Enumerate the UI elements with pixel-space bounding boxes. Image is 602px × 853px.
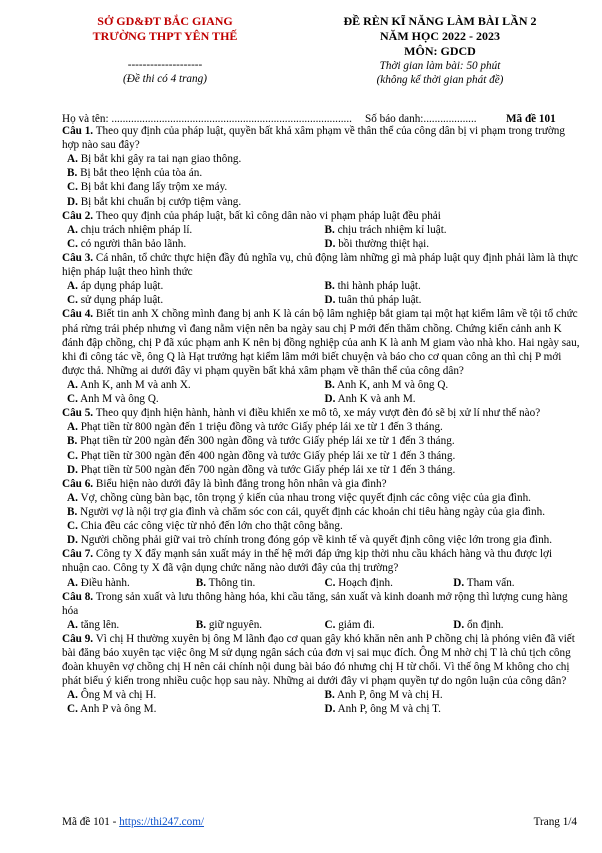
- option-row: [62, 293, 582, 307]
- option-c: [67, 392, 325, 406]
- option-letter: B.: [195, 576, 207, 589]
- option-text: Vợ, chồng cùng bàn bạc, tôn trọng ý kiến của nhau trong việc quyết định các công việc của gia đình.: [80, 491, 531, 504]
- option-row: [62, 688, 582, 702]
- option-text: sử dụng pháp luật.: [80, 294, 164, 307]
- option-text: Anh K và anh M.: [337, 393, 416, 406]
- question-text: Cá nhân, tổ chức thực hiện đầy đủ nghĩa vụ, chủ động làm những gì mà pháp luật quy định phải làm là thực hiện pháp luật theo hình thức: [62, 251, 578, 279]
- option-row: [62, 279, 582, 293]
- question-5: [62, 406, 582, 420]
- option-text: thi hành pháp luật.: [337, 280, 421, 293]
- option-letter: A.: [67, 689, 78, 702]
- left-header: [70, 14, 260, 86]
- option-letter: A.: [67, 280, 78, 293]
- footer-code-prefix: Mã đề 101 -: [62, 816, 120, 828]
- option-text: có người thân bảo lãnh.: [80, 237, 187, 250]
- option-text: áp dụng pháp luật.: [80, 280, 164, 293]
- option-d: [62, 463, 582, 477]
- option-text: Anh P, ông M và chị T.: [337, 703, 441, 716]
- question-number: Câu 9.: [62, 632, 94, 645]
- option-letter: D.: [67, 463, 78, 476]
- question-text: Vì chị H thường xuyên bị ông M lãnh đạo cơ quan gây khó khăn nên anh P chồng chị là phóng viên đã viết bài đăng báo xuyên tạc việc ông M sử dụng ngân sách của đơn vị sai mục đích. Ông M nhờ chị T là chủ tịch công đoàn khuyên vợ chồng chị H nên cải chính nội dung bài báo đó nhưng chị H từ chối. Vì thế ông M không cho chị phát biểu ý kiến trong nhiều cuộc họp sau này. Những ai dưới đây vi phạm quyền tự do ngôn luận của công dân?: [62, 632, 575, 688]
- option-d: [325, 392, 583, 406]
- option-text: Anh P, ông M và chị H.: [336, 689, 443, 702]
- option-c: [62, 519, 582, 533]
- option-d: [453, 618, 582, 632]
- questions-list: [62, 124, 582, 717]
- option-b: [62, 505, 582, 519]
- question-2: [62, 209, 582, 223]
- time-note: (không kể thời gian phát đề): [376, 74, 504, 87]
- pages-note: (Đề thi có 4 trang): [123, 73, 207, 86]
- option-b: [196, 576, 325, 590]
- option-b: [62, 434, 582, 448]
- question-text: Biểu hiện nào dưới đây là bình đẳng trong hôn nhân và gia đình?: [93, 477, 387, 490]
- option-text: tăng lên.: [80, 618, 120, 631]
- option-letter: B.: [195, 618, 207, 631]
- question-3: [62, 251, 582, 279]
- exam-header: [0, 14, 602, 124]
- option-text: chịu trách nhiệm pháp lí.: [80, 223, 193, 236]
- question-text: Theo quy định của pháp luật, bất kì công dân nào vi phạm pháp luật đều phải: [93, 209, 441, 222]
- option-a: [67, 223, 325, 237]
- source-link[interactable]: https://thi247.com/: [119, 816, 205, 828]
- option-d: [325, 702, 583, 716]
- option-letter: B.: [67, 505, 78, 518]
- option-letter: C.: [67, 703, 78, 716]
- option-text: Người vợ là nội trợ gia đình và chăm sóc con cái, quyết định các khoản chi tiêu hàng ngày của gia đình.: [80, 505, 546, 518]
- option-letter: D.: [324, 237, 336, 250]
- option-letter: B.: [67, 435, 78, 448]
- footer-code: [62, 815, 204, 829]
- option-text: Hoạch định.: [338, 576, 393, 589]
- option-row: [62, 378, 582, 392]
- option-a: [62, 491, 582, 505]
- option-text: Tham vấn.: [466, 576, 515, 589]
- question-number: Câu 4.: [62, 308, 94, 321]
- option-letter: A.: [67, 153, 78, 166]
- option-c: [325, 618, 454, 632]
- option-text: Anh K, anh M và ông Q.: [336, 378, 449, 391]
- page-number: Trang 1/4: [533, 816, 577, 828]
- option-letter: D.: [453, 576, 465, 589]
- question-number: Câu 1.: [62, 125, 94, 137]
- option-letter: D.: [453, 618, 465, 631]
- subject: MÔN: GDCD: [404, 44, 476, 59]
- option-letter: C.: [67, 181, 78, 194]
- option-d: [62, 195, 582, 209]
- option-text: Phạt tiền từ 500 ngàn đến 700 ngàn đồng và tước Giấy phép lái xe từ 1 đến 3 tháng.: [80, 463, 456, 476]
- question-7: [62, 547, 582, 575]
- option-letter: D.: [324, 703, 336, 716]
- option-letter: B.: [67, 167, 78, 180]
- exam-code: Mã đề 101: [506, 113, 556, 125]
- option-text: bồi thường thiệt hại.: [338, 237, 430, 250]
- option-letter: B.: [324, 378, 335, 391]
- option-text: Bị bắt theo lệnh của tòa án.: [80, 167, 203, 180]
- option-letter: C.: [67, 294, 78, 307]
- question-number: Câu 2.: [62, 209, 94, 222]
- option-letter: B.: [324, 223, 335, 236]
- option-c: [62, 449, 582, 463]
- option-letter: A.: [67, 223, 78, 236]
- school-name: TRƯỜNG THPT YÊN THẾ: [92, 29, 238, 44]
- option-d: [325, 237, 583, 251]
- option-b: [325, 223, 583, 237]
- option-c: [62, 180, 582, 194]
- option-row: [62, 576, 582, 590]
- option-text: Anh P và ông M.: [80, 703, 157, 716]
- question-text: Theo quy định của pháp luật, quyền bất khả xâm phạm về thân thể của công dân bị vi phạm trong trường hợp nào sau đây?: [62, 125, 565, 152]
- option-text: Bị bắt khi chuẩn bị cướp tiệm vàng.: [80, 195, 242, 208]
- question-text: Trong sản xuất và lưu thông hàng hóa, khi cầu tăng, sản xuất và kinh doanh mở rộng thì lượng cung hàng hóa: [62, 590, 568, 617]
- option-letter: B.: [324, 689, 335, 702]
- option-text: Phạt tiền từ 800 ngàn đến 1 triệu đồng và tước Giấy phép lái xe từ 1 đến 3 tháng.: [80, 421, 443, 434]
- option-d: [453, 576, 582, 590]
- option-text: Thông tin.: [208, 576, 256, 589]
- question-text: Theo quy định hiện hành, hành vi điều khiển xe mô tô, xe máy vượt đèn đỏ sẽ bị xử lí như thế nào?: [93, 407, 541, 420]
- question-number: Câu 8.: [62, 590, 94, 603]
- question-4: [62, 307, 582, 378]
- candidate-number-field: Số báo danh:...................: [365, 113, 477, 125]
- dash-divider: --------------------: [127, 59, 203, 72]
- option-text: giữ nguyên.: [208, 618, 263, 631]
- question-number: Câu 3.: [62, 251, 94, 264]
- option-row: [62, 702, 582, 716]
- option-c: [67, 237, 325, 251]
- option-letter: D.: [67, 195, 78, 208]
- option-letter: C.: [324, 576, 336, 589]
- option-letter: A.: [67, 576, 78, 589]
- option-text: Người chồng phải giữ vai trò chính trong đóng góp về kinh tế và quyết định công việc lớn trong gia đình.: [80, 534, 553, 547]
- option-b: [325, 688, 583, 702]
- option-text: giảm đi.: [338, 618, 375, 631]
- option-d: [62, 533, 582, 547]
- time-limit: Thời gian làm bài: 50 phút: [379, 60, 501, 73]
- option-b: [325, 279, 583, 293]
- option-a: [62, 420, 582, 434]
- option-text: Ông M và chị H.: [80, 689, 157, 702]
- option-b: [325, 378, 583, 392]
- option-a: [67, 378, 325, 392]
- option-text: Phạt tiền từ 300 ngàn đến 400 ngàn đồng và tước Giấy phép lái xe từ 1 đến 3 tháng.: [80, 449, 456, 462]
- option-text: chịu trách nhiệm kỉ luật.: [337, 223, 447, 236]
- option-letter: C.: [67, 393, 78, 406]
- question-number: Câu 6.: [62, 477, 94, 490]
- option-letter: A.: [67, 491, 78, 504]
- question-1: [62, 124, 582, 152]
- option-letter: D.: [324, 393, 336, 406]
- question-text: Công ty X đẩy mạnh sản xuất máy in thế hệ mới đáp ứng kịp thời nhu cầu khách hàng và thu được lợi nhuận cao. Công ty X đã vận dụng chức năng nào dưới đây của thị trường?: [62, 548, 553, 575]
- option-letter: A.: [67, 421, 78, 434]
- option-a: [67, 618, 196, 632]
- option-text: ổn định.: [466, 618, 504, 631]
- option-b: [62, 166, 582, 180]
- option-row: [62, 392, 582, 406]
- option-a: [67, 688, 325, 702]
- option-letter: D.: [324, 294, 336, 307]
- option-a: [62, 152, 582, 166]
- option-letter: C.: [67, 237, 78, 250]
- option-letter: A.: [67, 378, 78, 391]
- question-6: [62, 477, 582, 491]
- option-text: Chia đều các công việc từ nhỏ đến lớn cho thật công bằng.: [80, 520, 343, 533]
- option-text: Phạt tiền từ 200 ngàn đến 300 ngàn đồng và tước Giấy phép lái xe từ 1 đến 3 tháng.: [80, 435, 455, 448]
- option-a: [67, 576, 196, 590]
- question-8: [62, 590, 582, 618]
- option-row: [62, 237, 582, 251]
- option-letter: C.: [67, 449, 78, 462]
- option-letter: C.: [324, 618, 336, 631]
- option-text: Anh M và ông Q.: [80, 393, 159, 406]
- option-letter: B.: [324, 280, 335, 293]
- option-b: [196, 618, 325, 632]
- school-year: NĂM HỌC 2022 - 2023: [380, 29, 500, 44]
- option-row: [62, 223, 582, 237]
- option-letter: C.: [67, 520, 78, 533]
- option-c: [67, 702, 325, 716]
- right-header: [320, 14, 560, 88]
- option-letter: A.: [67, 618, 78, 631]
- option-text: Bị bắt khi đang lấy trộm xe máy.: [80, 181, 228, 194]
- question-number: Câu 7.: [62, 548, 94, 561]
- option-text: tuân thủ pháp luật.: [338, 294, 422, 307]
- option-a: [67, 279, 325, 293]
- department-name: SỞ GD&ĐT BẮC GIANG: [97, 14, 233, 28]
- name-field: Họ và tên: ......................................................................................: [62, 113, 352, 125]
- option-c: [325, 576, 454, 590]
- exam-title: ĐỀ RÈN KĨ NĂNG LÀM BÀI LẦN 2: [343, 14, 537, 28]
- question-9: [62, 632, 582, 688]
- option-d: [325, 293, 583, 307]
- option-letter: D.: [67, 534, 78, 547]
- option-text: Điều hành.: [80, 576, 130, 589]
- question-text: Biết tin anh X chồng mình đang bị anh K là cán bộ lâm nghiệp bắt giam tại một hạt kiểm lâm về tội tổ chức phá rừng trái phép nhưng vì đang nằm viện nên ba ngày sau chị P mới đến thăm chồng. Chứng kiến cảnh anh K đánh đập chồng, chị P đã xúc phạm anh K nên bị đồng nghiệp của anh K là anh M giam vào nhà kho. Hai ngày sau, khi đi công tác về, ông Q là Hạt trưởng hạt kiểm lâm mới biết chuyện và báo cho cơ quan công an thì chị P mới được thả. Những ai dưới đây vi phạm quyền bất khả xâm phạm về thân thể của công dân?: [62, 308, 580, 377]
- option-row: [62, 618, 582, 632]
- option-text: Bị bắt khi gây ra tai nạn giao thông.: [80, 153, 242, 166]
- option-c: [67, 293, 325, 307]
- option-text: Anh K, anh M và anh X.: [80, 378, 191, 391]
- question-number: Câu 5.: [62, 407, 94, 420]
